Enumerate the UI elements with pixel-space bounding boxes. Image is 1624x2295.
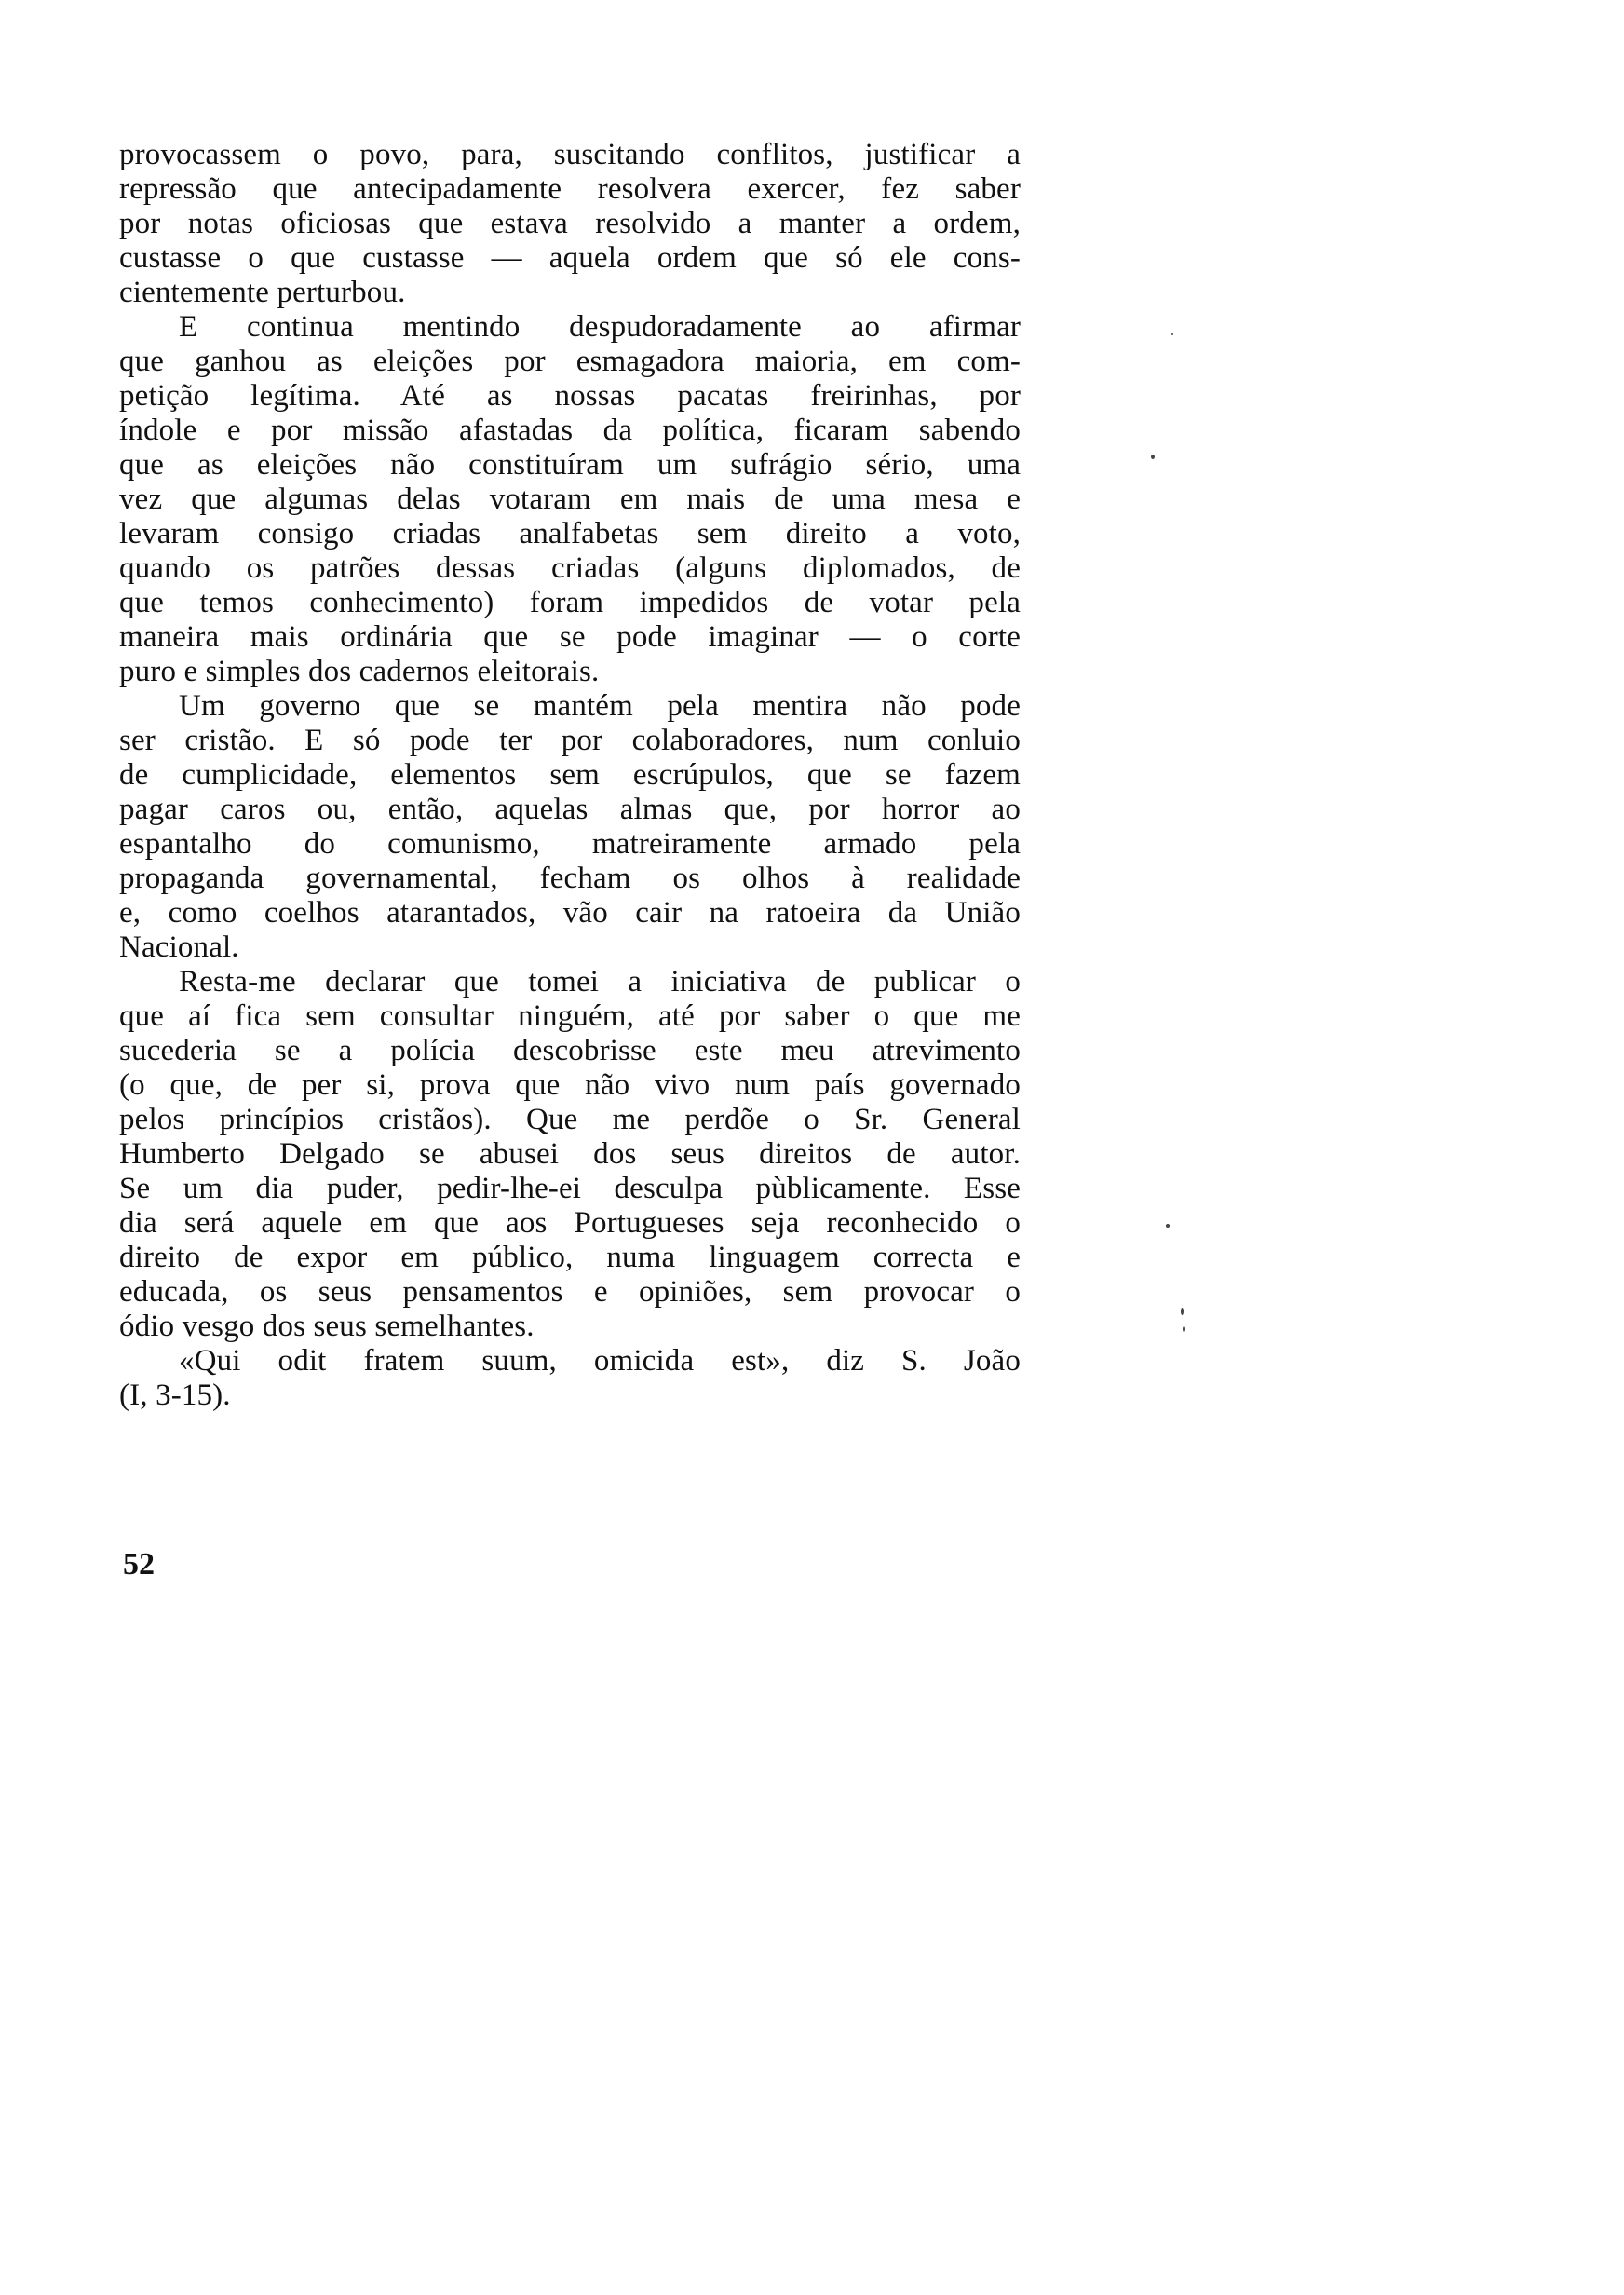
- text-line: Resta-me declarar que tomei a iniciativa de publicar o: [179, 965, 1021, 998]
- scan-speck: [1166, 1224, 1170, 1228]
- text-line: que ganhou as eleições por esmagadora maioria, em com-: [119, 345, 1021, 378]
- paragraph-5: [119, 1344, 1021, 1413]
- text-line: índole e por missão afastadas da política, ficaram sabendo: [119, 414, 1021, 447]
- text-line: Se um dia puder, pedir-lhe-ei desculpa pùblicamente. Esse: [119, 1172, 1021, 1205]
- text-line: de cumplicidade, elementos sem escrúpulos, que se fazem: [119, 758, 1021, 792]
- text-line: pagar caros ou, então, aquelas almas que, por horror ao: [119, 793, 1021, 826]
- text-line: e, como coelhos atarantados, vão cair na ratoeira da União: [119, 896, 1021, 930]
- scan-speck: [1183, 1326, 1185, 1332]
- text-line: por notas oficiosas que estava resolvido a manter a ordem,: [119, 207, 1021, 240]
- text-line: provocassem o povo, para, suscitando conflitos, justificar a: [119, 138, 1021, 171]
- text-line: repressão que antecipadamente resolvera exercer, fez saber: [119, 172, 1021, 206]
- text-line: sucederia se a polícia descobrisse este meu atrevimento: [119, 1034, 1021, 1067]
- text-line: ser cristão. E só pode ter por colaboradores, num conluio: [119, 724, 1021, 757]
- text-line: levaram consigo criadas analfabetas sem direito a voto,: [119, 517, 1021, 550]
- text-line: propaganda governamental, fecham os olhos à realidade: [119, 862, 1021, 895]
- text-line: ódio vesgo dos seus semelhantes.: [119, 1310, 535, 1343]
- text-line: cientemente perturbou.: [119, 276, 406, 309]
- text-line: vez que algumas delas votaram em mais de uma mesa e: [119, 482, 1021, 516]
- text-line: educada, os seus pensamentos e opiniões, sem provocar o: [119, 1275, 1021, 1309]
- text-line: maneira mais ordinária que se pode imaginar — o corte: [119, 620, 1021, 654]
- text-line: E continua mentindo despudoradamente ao afirmar: [179, 310, 1021, 344]
- paragraph-1: [119, 138, 1021, 310]
- text-line: pelos princípios cristãos). Que me perdõe o Sr. General: [119, 1103, 1021, 1136]
- text-line: custasse o que custasse — aquela ordem que só ele cons-: [119, 241, 1021, 275]
- text-line: (o que, de per si, prova que não vivo num país governado: [119, 1068, 1021, 1102]
- text-line: (I, 3-15).: [119, 1378, 231, 1412]
- text-line: dia será aquele em que aos Portugueses seja reconhecido o: [119, 1206, 1021, 1240]
- text-line: que temos conhecimento) foram impedidos de votar pela: [119, 586, 1021, 619]
- text-line: petição legítima. Até as nossas pacatas freirinhas, por: [119, 379, 1021, 413]
- paragraph-4: [119, 965, 1021, 1344]
- text-line: Humberto Delgado se abusei dos seus direitos de autor.: [119, 1137, 1021, 1171]
- page-number: 52: [123, 1547, 155, 1582]
- text-line: Um governo que se mantém pela mentira não pode: [179, 689, 1021, 723]
- scan-speck: [1181, 1308, 1184, 1315]
- body-text: [119, 138, 1021, 1413]
- paragraph-2: [119, 310, 1021, 689]
- text-line: Nacional.: [119, 930, 239, 964]
- text-line: quando os patrões dessas criadas (alguns diplomados, de: [119, 551, 1021, 585]
- text-line: direito de expor em público, numa linguagem correcta e: [119, 1241, 1021, 1274]
- text-line: «Qui odit fratem suum, omicida est», diz S. João: [179, 1344, 1021, 1378]
- paragraph-3: [119, 689, 1021, 965]
- text-line: puro e simples dos cadernos eleitorais.: [119, 655, 600, 688]
- scan-speck: [1151, 455, 1155, 459]
- text-line: que aí fica sem consultar ninguém, até por saber o que me: [119, 999, 1021, 1033]
- scan-speck: [1171, 333, 1173, 335]
- text-line: espantalho do comunismo, matreiramente armado pela: [119, 827, 1021, 861]
- text-line: que as eleições não constituíram um sufrágio sério, uma: [119, 448, 1021, 482]
